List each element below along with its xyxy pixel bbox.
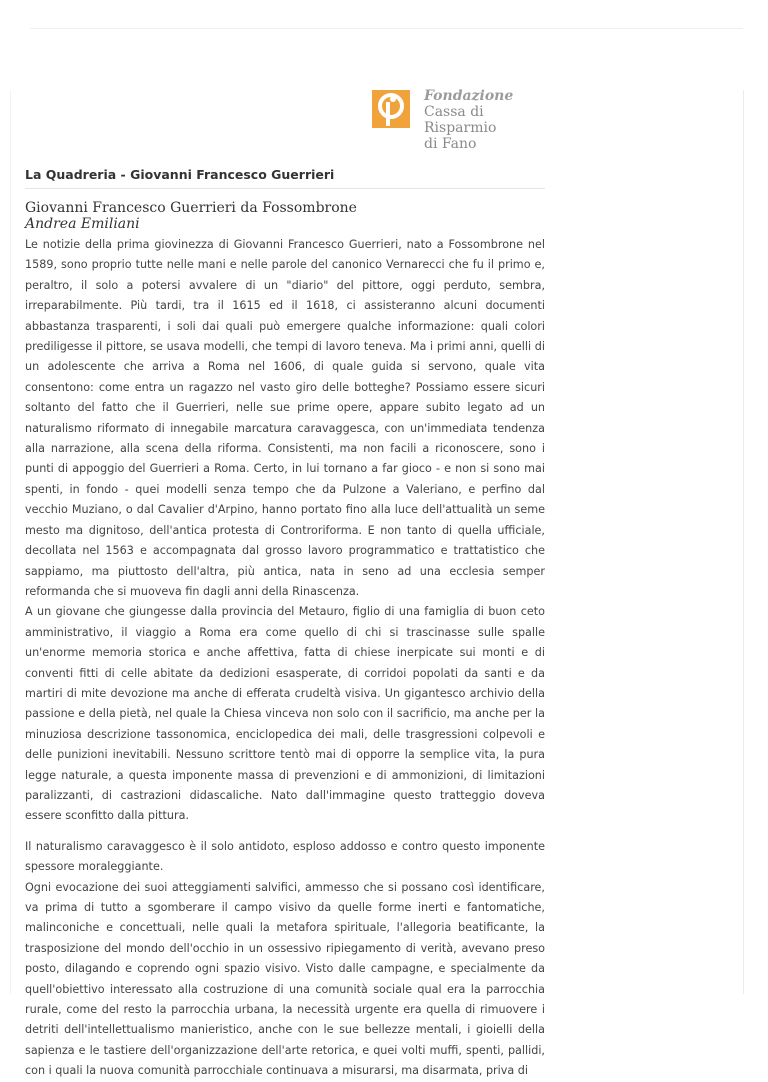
frame-right-border — [743, 90, 744, 994]
section-title: La Quadreria - Giovanni Francesco Guerrieri — [25, 167, 545, 189]
paragraph: A un giovane che giungesse dalla provincia del Metauro, figlio di una famiglia di buon ceto amministrativo, il viaggio a Roma era come quello di chi si trascinasse sulle spalle un'enorme memoria storica e anche affettiva, fatta di chiese inerpicate sui monti e di conventi fitti di celle abitate da dedizioni esasperate, di corridoi popolati da santi e da martiri di mite devozione ma anche di efferata crudeltà visiva. Un gigantesco archivio della passione e della pietà, nel quale la Chiesa vinceva non solo con il sacrificio, ma anche per la minuziosa descrizione tassonomica, enciclopedica dei mali, delle trasgressioni colpevoli e delle punizioni inevitabili. Nessuno scrittore tentò mai di opporre la semplice vita, la pura legge naturale, a questa imponente massa di prevenzioni e di ammonizioni, di limitazioni paralizzanti, di castrazioni didascaliche. Nato dall'immagine questo tratteggio doveva essere sconfitto dalla pittura. — [25, 605, 545, 823]
brand-line-1: Fondazione — [424, 88, 514, 104]
article-title: Giovanni Francesco Guerrieri da Fossombrone — [25, 200, 357, 216]
top-divider — [30, 28, 743, 29]
article-author: Andrea Emiliani — [25, 216, 140, 232]
brand-line-3: di Fano — [424, 136, 477, 152]
brand-line-2: Cassa di Risparmio — [424, 104, 497, 136]
paragraph: Le notizie della prima giovinezza di Giovanni Francesco Guerrieri, nato a Fossombrone nel 1589, sono proprio tutte nelle mani e nelle parole del canonico Vernarecci che fu il primo e, peraltro, il solo a potersi avvalere di un "diario" del pittore, oggi perduto, sembra, irreparabilmente. Più tardi, tra il 1615 ed il 1618, ci assisteranno alcuni documenti abbastanza trasparenti, i soli dai quali può emergere qualche informazione: quali colori prediligesse il pittore, se usava modelli, che tempi di lavoro teneva. Ma i primi anni, quelli di un adolescente che arriva a Roma nel 1606, di quale guida si servono, quale vita consentono: come entra un ragazzo nel vasto giro delle botteghe? Possiamo essere sicuri soltanto del fatto che il Guerrieri, nelle sue prime opere, appare subito legato ad un naturalismo riformato di innegabile marcatura caravaggesca, con un'immediata tendenza alla narrazione, alla scena della riforma. Consistenti, ma non facili a riconoscere, sono i punti di appoggio del Guerrieri a Roma. Certo, in lui tornano a far gioco - e non si sono mai spenti, in fondo - quei modelli senza tempo che da Pulzone a Valeriano, e perfino dal vecchio Muziano, o dal Cavalier d'Arpino, hanno portato fino alla luce dell'attualità un seme mesto ma dignitoso, dell'antica protesta di Controriforma. E non tanto di quella ufficiale, decollata nel 1563 e accompagnata dal grosso lavoro programmatico e trattatistico che sappiamo, ma piuttosto dell'altra, più antica, nata in seno ad una ecclesia semper reformanda che si muoveva fin dagli anni della Rinascenza. — [25, 238, 545, 598]
paragraph: Il naturalismo caravaggesco è il solo antidoto, esploso addosso e contro questo imponente spessore moraleggiante. — [25, 839, 545, 874]
frame-left-border — [10, 90, 11, 994]
article-body — [25, 235, 545, 1082]
foundation-logo-icon — [372, 90, 410, 128]
foundation-name — [424, 88, 548, 152]
foundation-logo[interactable] — [372, 88, 548, 152]
paragraph: Ogni evocazione dei suoi atteggiamenti salvifici, ammesso che si possano così identificare, va prima di tutto a sgomberare il campo visivo da quelle forme inerti e fantomatiche, malinconiche e concettuali, nelle quali la metafora spirituale, l'allegoria beatificante, la trasposizione del mondo dell'occhio in un ossessivo ripiegamento di verità, avevano preso posto, dilagando e coprendo ogni spazio visivo. Visto dalle campagne, e specialmente da quell'obiettivo interessato alla costruzione di una comunità sociale qual era la parrocchia rurale, come del resto la parrocchia urbana, la necessità urgente era quella di rimuovere i detriti dell'intellettualismo manieristico, anche con le sue bellezze mentali, i gioielli della sapienza e le tastiere dell'organizzazione dell'arte retorica, e quei volti muffi, spenti, pallidi, con i quali la nuova comunità parrocchiale continuava a misurarsi, ma disarmata, priva di — [25, 880, 545, 1078]
